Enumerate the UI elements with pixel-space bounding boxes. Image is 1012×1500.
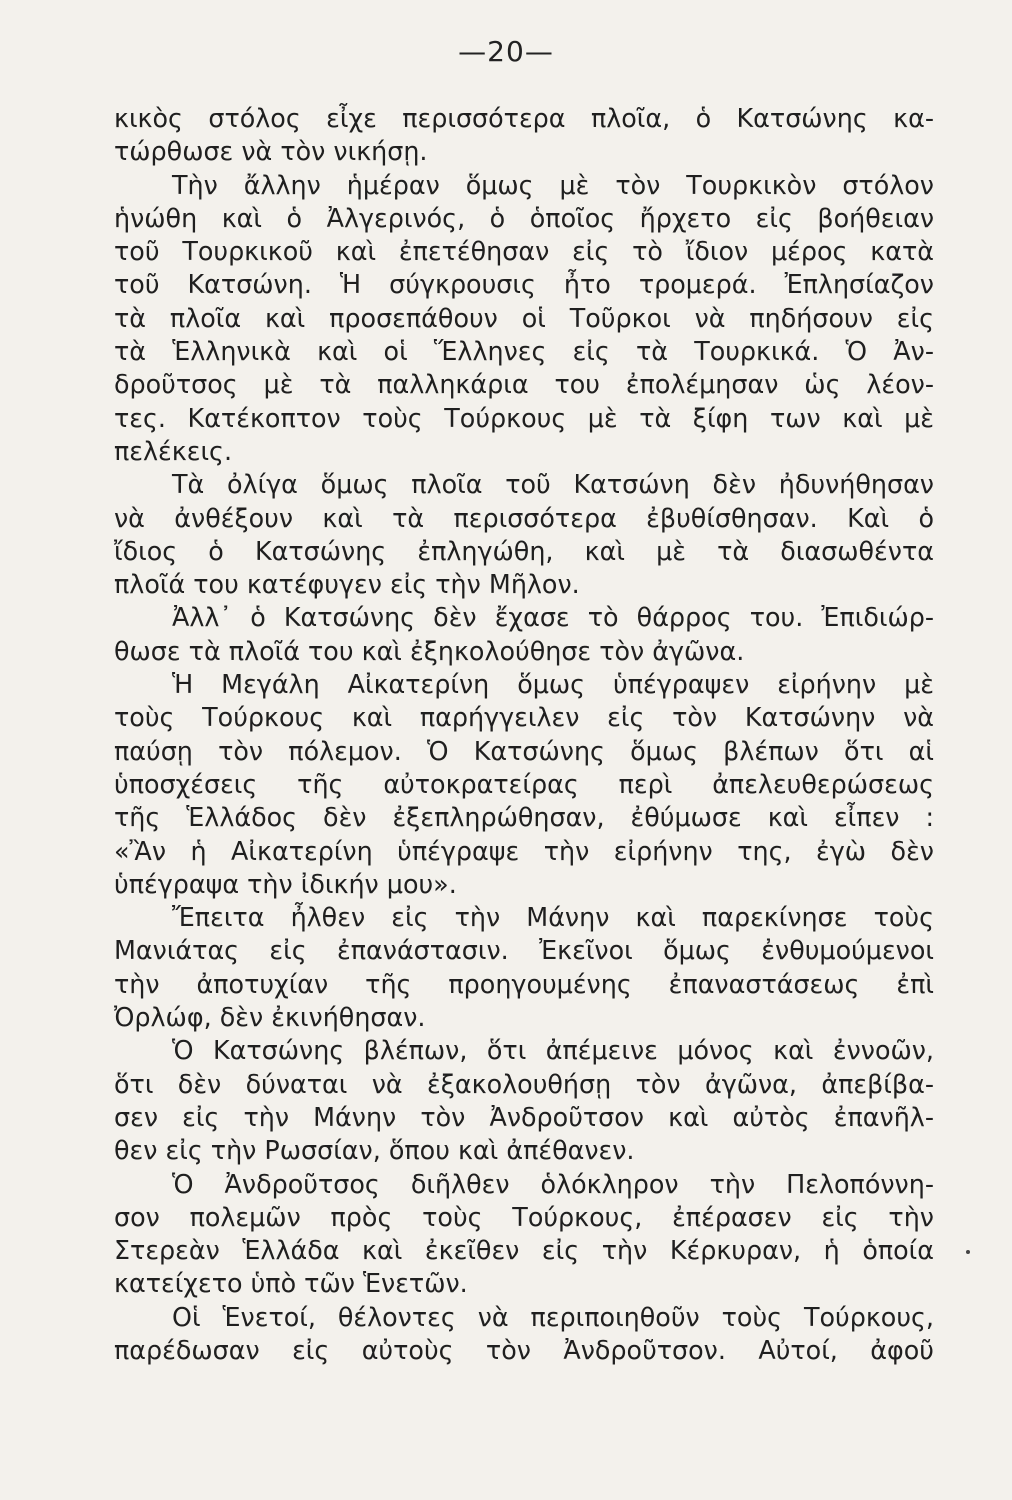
text-line: Ὁ Κατσώνης βλέπων, ὅτι ἀπέμεινε μόνος καὶ ἐννοῶν,	[172, 1035, 934, 1066]
text-line: τοῦ Κατσώνη. Ἡ σύγκρουσις ἦτο τρομερά. Ἐπλησίαζον	[114, 269, 934, 300]
text-line: κατείχετο ὑπὸ τῶν Ἑνετῶν.	[114, 1268, 468, 1299]
text-line: ὑπέγραψα τὴν ἰδικήν μου».	[114, 868, 457, 899]
text-line: Ἡ Μεγάλη Αἰκατερίνη ὅμως ὑπέγραψεν εἰρήνην μὲ	[172, 669, 934, 700]
text-line: νὰ ἀνθέξουν καὶ τὰ περισσότερα ἐβυθίσθησαν. Καὶ ὁ	[114, 502, 934, 533]
text-line: Τὰ ὀλίγα ὅμως πλοῖα τοῦ Κατσώνη δὲν ἠδυνήθησαν	[172, 469, 934, 500]
text-line: Ὁ Ἀνδροῦτσος διῆλθεν ὁλόκληρον τὴν Πελοπόννη-	[172, 1168, 934, 1199]
text-line: «Ἂν ἡ Αἰκατερίνη ὑπέγραψε τὴν εἰρήνην της, ἐγὼ δὲν	[114, 835, 934, 866]
text-line: Μανιάτας εἰς ἐπανάστασιν. Ἐκεῖνοι ὅμως ἐνθυμούμενοι	[114, 935, 934, 966]
text-line: Ἀλλ᾽ ὁ Κατσώνης δὲν ἔχασε τὸ θάρρος του. Ἐπιδιώρ-	[172, 602, 934, 633]
text-line: ἴδιος ὁ Κατσώνης ἐπληγώθη, καὶ μὲ τὰ διασωθέντα	[114, 535, 934, 566]
text-line: σεν εἰς τὴν Μάνην τὸν Ἀνδροῦτσον καὶ αὐτὸς ἐπανῆλ-	[114, 1101, 934, 1132]
text-line: Ὀρλώφ, δὲν ἐκινήθησαν.	[114, 1002, 426, 1033]
text-line: παύσῃ τὸν πόλεμον. Ὁ Κατσώνης ὅμως βλέπων ὅτι αἱ	[114, 735, 934, 766]
text-line: τὴν ἀποτυχίαν τῆς προηγουμένης ἐπαναστάσεως ἐπὶ	[114, 968, 934, 999]
text-line: Οἱ Ἑνετοί, θέλοντες νὰ περιποιηθοῦν τοὺς Τούρκους,	[172, 1301, 934, 1332]
text-line: Ἔπειτα ἦλθεν εἰς τὴν Μάνην καὶ παρεκίνησε τοὺς	[172, 902, 934, 933]
text-line: τώρθωσε νὰ τὸν νικήσῃ.	[114, 136, 428, 167]
text-line: Στερεὰν Ἑλλάδα καὶ ἐκεῖθεν εἰς τὴν Κέρκυραν, ἡ ὁποία	[114, 1235, 934, 1266]
text-line: κικὸς στόλος εἶχε περισσότερα πλοῖα, ὁ Κατσώνης κα-	[114, 103, 934, 133]
text-line: ὑποσχέσεις τῆς αὐτοκρατείρας περὶ ἀπελευθερώσεως	[114, 768, 934, 799]
text-line: σον πολεμῶν πρὸς τοὺς Τούρκους, ἐπέρασεν εἰς τὴν	[114, 1201, 934, 1232]
page-number: —20—	[458, 35, 554, 68]
text-line: Τὴν ἄλλην ἡμέραν ὅμως μὲ τὸν Τουρκικὸν στόλον	[172, 169, 934, 200]
text-line: τες. Κατέκοπτον τοὺς Τούρκους μὲ τὰ ξίφη των καὶ μὲ	[114, 402, 934, 433]
body-text	[114, 102, 934, 1367]
text-line: πλοῖά του κατέφυγεν εἰς τὴν Μῆλον.	[114, 569, 580, 600]
text-line: τοῦ Τουρκικοῦ καὶ ἐπετέθησαν εἰς τὸ ἴδιον μέρος κατὰ	[114, 236, 934, 267]
text-line: πελέκεις.	[114, 435, 233, 466]
text-line: ἡνώθη καὶ ὁ Ἀλγερινός, ὁ ὁποῖος ἤρχετο εἰς βοήθειαν	[114, 202, 934, 233]
text-line: θεν εἰς τὴν Ρωσσίαν, ὅπου καὶ ἀπέθανεν.	[114, 1135, 635, 1166]
text-line: θωσε τὰ πλοῖά του καὶ ἐξηκολούθησε τὸν ἀγῶνα.	[114, 635, 745, 666]
text-line: ὅτι δὲν δύναται νὰ ἐξακολουθήσῃ τὸν ἀγῶνα, ἀπεβίβα-	[114, 1068, 934, 1099]
text-line: τῆς Ἑλλάδος δὲν ἐξεπληρώθησαν, ἐθύμωσε καὶ εἶπεν :	[114, 802, 934, 833]
text-line: τοὺς Τούρκους καὶ παρήγγειλεν εἰς τὸν Κατσώνην νὰ	[114, 702, 934, 733]
page-number-value: 20	[487, 35, 525, 68]
text-line: τὰ Ἑλληνικὰ καὶ οἱ Ἕλληνες εἰς τὰ Τουρκικά. Ὁ Ἀν-	[114, 336, 934, 367]
text-line: τὰ πλοῖα καὶ προσεπάθουν οἱ Τοῦρκοι νὰ πηδήσουν εἰς	[114, 302, 934, 333]
page-mark	[966, 1250, 970, 1254]
text-line: δροῦτσος μὲ τὰ παλληκάρια του ἐπολέμησαν ὡς λέον-	[114, 369, 934, 400]
text-line: παρέδωσαν εἰς αὐτοὺς τὸν Ἀνδροῦτσον. Αὐτοί, ἀφοῦ	[114, 1334, 934, 1365]
